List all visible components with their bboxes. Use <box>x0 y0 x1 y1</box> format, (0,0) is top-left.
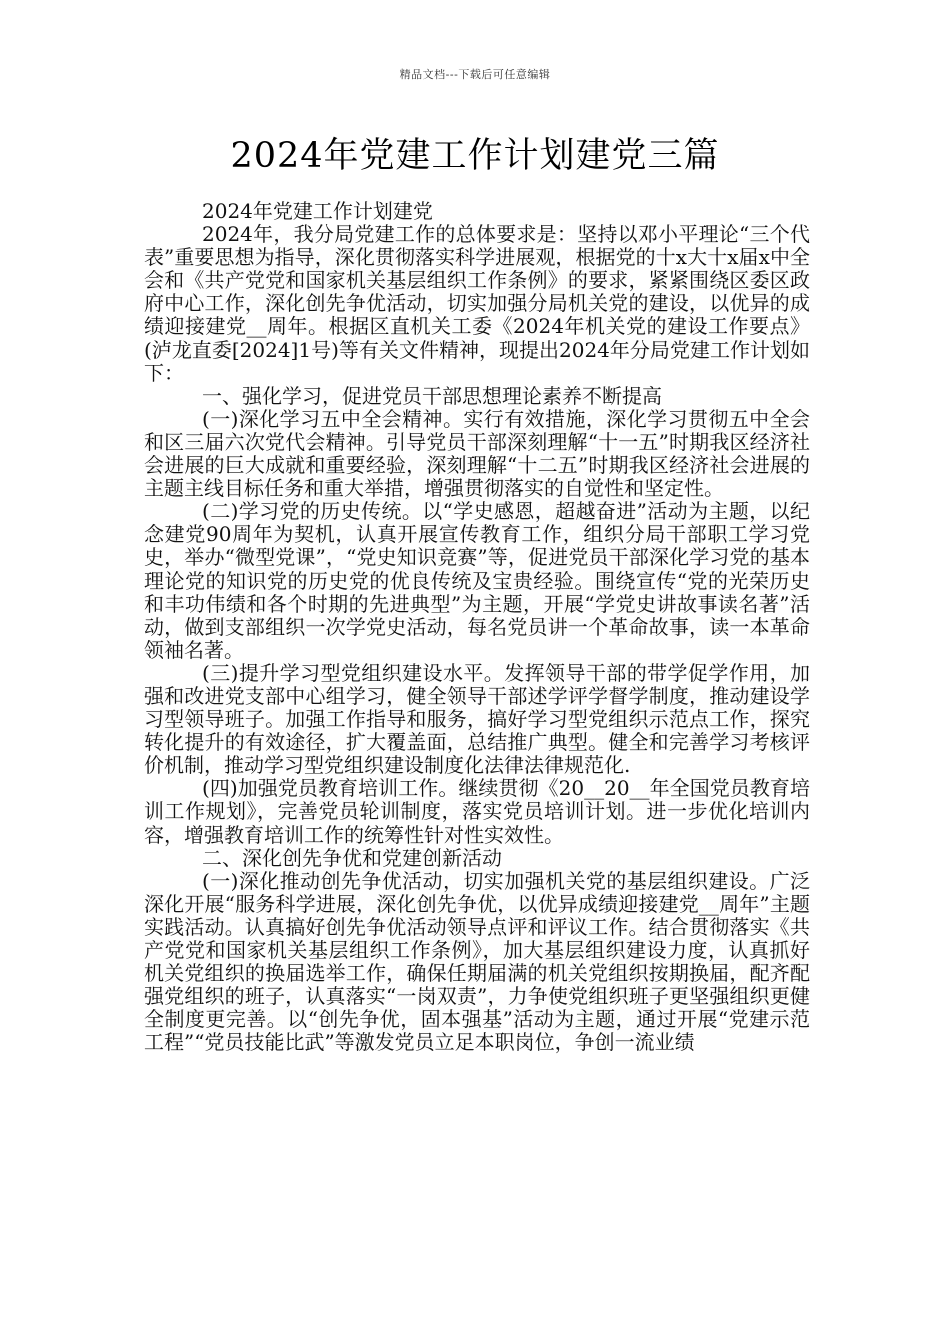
paragraph-1-2: (二)学习党的历史传统。以“学史感恩，超越奋进”活动为主题，以纪念建党90周年为契机，认真开展宣传教育工作，组织分局干部职工学习党史，举办“微型党课”，“党史知识竞赛”等，促进党员干部深化学习党的基本理论党的知识党的历史党的优良传统及宝贵经验。围绕宣传“党的光荣历史和丰功伟绩和各个时期的先进典型”为主题，开展“学党史讲故事读名著”活动，做到支部组织一次学党史活动，每名党员讲一个革命故事，读一本革命领袖名著。 <box>144 499 810 662</box>
paragraph-1-4: (四)加强党员教育培训工作。继续贯彻《20__20__年全国党员教育培训工作规划》，完善党员轮训制度，落实党员培训计划。进一步优化培训内容，增强教育培训工作的统筹性针对性实效性。 <box>144 776 810 847</box>
document-body <box>144 200 810 1054</box>
section-heading-1: 一、强化学习，促进党员干部思想理论素养不断提高 <box>202 383 662 408</box>
paragraph-1-3: (三)提升学习型党组织建设水平。发挥领导干部的带学促学作用，加强和改进党支部中心组学习，健全领导干部述学评学督学制度，推动建设学习型领导班子。加强工作指导和服务，搞好学习型党组织示范点工作，探究转化提升的有效途径，扩大覆盖面，总结推广典型。健全和完善学习考核评价机制，推动学习型党组织建设制度化法律法律规范化. <box>144 660 810 778</box>
page-header-watermark: 精品文档---下载后可任意编辑 <box>399 68 551 81</box>
paragraph-1-1: (一)深化学习五中全会精神。实行有效措施，深化学习贯彻五中全会和区三届六次党代会精神。引导党员干部深刻理解“十一五”时期我区经济社会进展的巨大成就和重要经验，深刻理解“十二五”时期我区经济社会进展的主题主线目标任务和重大举措，增强贯彻落实的自觉性和坚定性。 <box>144 406 810 501</box>
section-heading-2: 二、深化创先争优和党建创新活动 <box>202 845 502 870</box>
paragraph-2-1: (一)深化推动创先争优活动，切实加强机关党的基层组织建设。广泛深化开展“服务科学进展，深化创先争优，以优异成绩迎接建党__周年”主题实践活动。认真搞好创先争优活动领导点评和评议工作。结合贯彻落实《共产党党和国家机关基层组织工作条例》，加大基层组织建设力度，认真抓好机关党组织的换届选举工作，确保任期届满的机关党组织按期换届，配齐配强党组织的班子，认真落实“一岗双责”，力争使党组织班子更坚强组织更健全制度更完善。以“创先争优，固本强基”活动为主题，通过开展“党建示范工程”“党员技能比武”等激发党员立足本职岗位，争创一流业绩 <box>144 868 810 1055</box>
paragraph-intro: 2024年，我分局党建工作的总体要求是：坚持以邓小平理论“三个代表”重要思想为指导，深化贯彻落实科学进展观，根据党的十x大十x届x中全会和《共产党党和国家机关基层组织工作条例》的要求，紧紧围绕区委区政府中心工作，深化创先争优活动，切实加强分局机关党的建设，以优异的成绩迎接建党__周年。根据区直机关工委《2024年机关党的建设工作要点》(泸龙直委[2024]1号)等有关文件精神，现提出2024年分局党建工作计划如下： <box>144 222 810 385</box>
document-subtitle: 2024年党建工作计划建党 <box>202 199 433 223</box>
document-title: 2024年党建工作计划建党三篇 <box>230 136 720 176</box>
